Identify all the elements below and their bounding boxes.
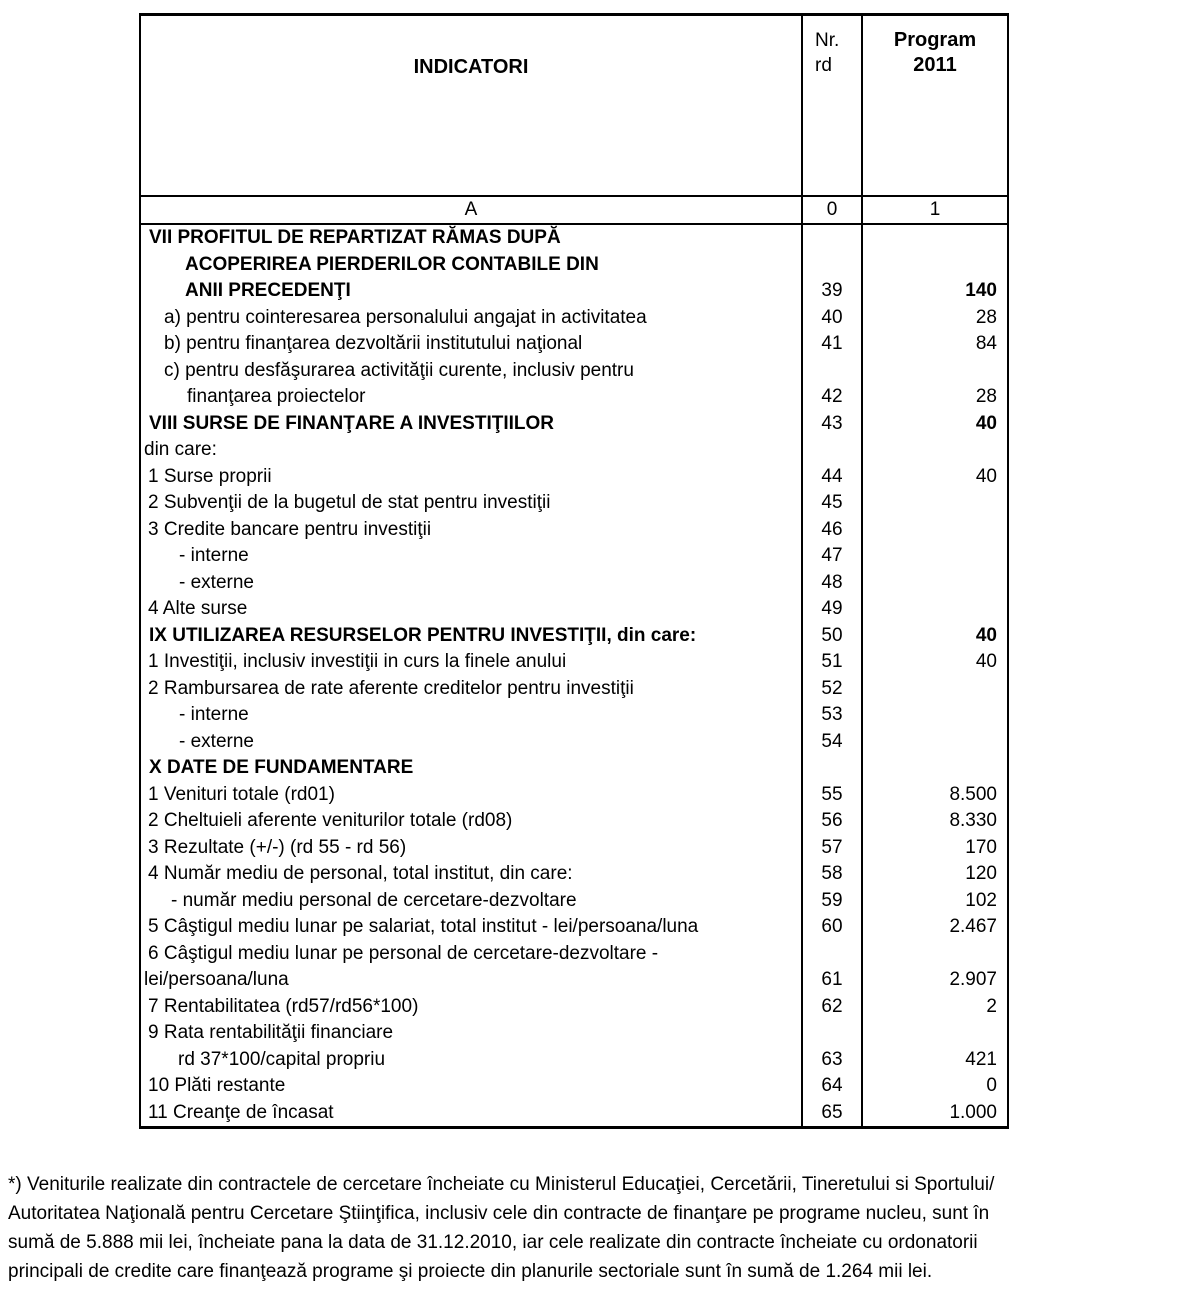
table-row [140,941,1008,968]
header-program-line2: 2011 [913,54,957,76]
table-row [140,755,1008,782]
row-nr: 61 [802,967,862,994]
table-row [140,623,1008,650]
row-value [862,490,1008,517]
row-label: lei/persoana/luna [140,967,802,994]
row-nr: 47 [802,543,862,570]
row-label: 1 Investiţii, inclusiv investiţii in curs la finele anului [140,649,802,676]
row-label: ACOPERIREA PIERDERILOR CONTABILE DIN [140,252,802,279]
header-program-2011 [862,15,1008,197]
row-value [862,252,1008,279]
row-nr: 41 [802,331,862,358]
footnote-line: Autoritatea Naţională pentru Cercetare Ştiinţifica, inclusiv cele din contracte de finanţare pe programe nucleu, sunt în [8,1203,990,1224]
row-nr: 54 [802,729,862,756]
table-row [140,782,1008,809]
row-value: 102 [862,888,1008,915]
row-nr [802,1020,862,1047]
row-value [862,224,1008,252]
row-label: 11 Creanţe de încasat [140,1100,802,1128]
row-value [862,1020,1008,1047]
row-nr: 58 [802,861,862,888]
row-nr: 52 [802,676,862,703]
row-label: 7 Rentabilitatea (rd57/rd56*100) [140,994,802,1021]
footnote-line: *) Veniturile realizate din contractele de cercetare încheiate cu Ministerul Educaţiei, Cercetării, Tineretului si Sportului/ [8,1174,995,1195]
row-value [862,729,1008,756]
row-value [862,702,1008,729]
row-nr: 46 [802,517,862,544]
row-nr: 45 [802,490,862,517]
table-row [140,967,1008,994]
row-value: 0 [862,1073,1008,1100]
row-nr: 49 [802,596,862,623]
row-value [862,437,1008,464]
row-value: 170 [862,835,1008,862]
row-label: IX UTILIZAREA RESURSELOR PENTRU INVESTIŢII, din care: [140,623,802,650]
row-label: VIII SURSE DE FINANŢARE A INVESTIŢIILOR [140,411,802,438]
table-row [140,411,1008,438]
subheader-row [140,196,1008,224]
row-nr: 44 [802,464,862,491]
table-row [140,517,1008,544]
row-label: 1 Venituri totale (rd01) [140,782,802,809]
row-label: - număr mediu personal de cercetare-dezvoltare [140,888,802,915]
table-row [140,729,1008,756]
row-nr [802,941,862,968]
table-row [140,224,1008,252]
header-program-line1: Program [893,29,977,51]
table-row [140,808,1008,835]
row-nr: 53 [802,702,862,729]
table-row [140,543,1008,570]
row-label: 9 Rata rentabilităţii financiare [140,1020,802,1047]
header-nr-line1: Nr. [815,30,840,51]
table-row [140,649,1008,676]
row-value [862,570,1008,597]
financial-indicators-table [139,13,1009,1129]
row-value [862,755,1008,782]
footnote-line: principali de credite care finanţează programe şi proiecte din planurile sectoriale sunt în sumă de 1.264 mii lei. [8,1261,933,1282]
table-row [140,570,1008,597]
row-nr [802,252,862,279]
row-label: 6 Câştigul mediu lunar pe personal de cercetare-dezvoltare - [140,941,802,968]
row-value: 28 [862,384,1008,411]
row-label: 2 Rambursarea de rate aferente creditelor pentru investiţii [140,676,802,703]
row-value: 120 [862,861,1008,888]
row-value [862,358,1008,385]
row-nr [802,224,862,252]
header-nr-line2: rd [815,55,832,76]
row-nr: 43 [802,411,862,438]
row-label: ANII PRECEDENŢI [140,278,802,305]
row-value: 40 [862,464,1008,491]
subheader-a: A [140,196,802,224]
row-nr: 39 [802,278,862,305]
table-row [140,1020,1008,1047]
footnote-line: sumă de 5.888 mii lei, încheiate pana la data de 31.12.2010, iar cele realizate din contracte încheiate cu ordonatorii [8,1232,978,1253]
table-row [140,384,1008,411]
table-body [140,224,1008,1128]
row-nr: 56 [802,808,862,835]
row-value: 40 [862,649,1008,676]
header-row [140,15,1008,197]
row-value: 2.907 [862,967,1008,994]
row-label: 3 Credite bancare pentru investiţii [140,517,802,544]
row-value: 84 [862,331,1008,358]
row-label: rd 37*100/capital propriu [140,1047,802,1074]
row-value: 40 [862,623,1008,650]
row-label: - externe [140,570,802,597]
row-value: 1.000 [862,1100,1008,1128]
row-label: b) pentru finanţarea dezvoltării institutului naţional [140,331,802,358]
row-nr: 63 [802,1047,862,1074]
row-nr: 42 [802,384,862,411]
row-label: finanţarea proiectelor [140,384,802,411]
row-value [862,543,1008,570]
row-nr [802,755,862,782]
row-nr: 48 [802,570,862,597]
row-nr: 62 [802,994,862,1021]
table-row [140,596,1008,623]
table-row [140,305,1008,332]
row-value: 8.330 [862,808,1008,835]
row-label: 4 Număr mediu de personal, total institut, din care: [140,861,802,888]
row-nr: 55 [802,782,862,809]
table-row [140,676,1008,703]
table-row [140,358,1008,385]
table-row [140,464,1008,491]
row-nr [802,437,862,464]
row-value [862,941,1008,968]
row-label: a) pentru cointeresarea personalului angajat in activitatea [140,305,802,332]
table-row [140,914,1008,941]
table-row [140,994,1008,1021]
row-label: 2 Subvenţii de la bugetul de stat pentru investiţii [140,490,802,517]
row-label: - externe [140,729,802,756]
table-row [140,835,1008,862]
row-label: 2 Cheltuieli aferente veniturilor totale (rd08) [140,808,802,835]
row-nr: 40 [802,305,862,332]
row-nr [802,358,862,385]
row-value: 28 [862,305,1008,332]
row-label: - interne [140,543,802,570]
row-nr: 51 [802,649,862,676]
row-nr: 50 [802,623,862,650]
row-label: X DATE DE FUNDAMENTARE [140,755,802,782]
row-value [862,676,1008,703]
table-header [140,15,1008,225]
row-label: 10 Plăti restante [140,1073,802,1100]
row-value: 40 [862,411,1008,438]
header-nr-rd [802,15,862,197]
subheader-0: 0 [802,196,862,224]
row-nr: 60 [802,914,862,941]
table-row [140,490,1008,517]
row-nr: 57 [802,835,862,862]
row-label: 4 Alte surse [140,596,802,623]
row-label: VII PROFITUL DE REPARTIZAT RĂMAS DUPĂ [140,224,802,252]
row-nr: 59 [802,888,862,915]
row-value: 421 [862,1047,1008,1074]
row-value: 8.500 [862,782,1008,809]
table-row [140,861,1008,888]
table-row [140,278,1008,305]
row-label: - interne [140,702,802,729]
footnote [8,1170,1178,1286]
row-value: 2.467 [862,914,1008,941]
table-row [140,252,1008,279]
table-row [140,702,1008,729]
table-row [140,888,1008,915]
row-value: 2 [862,994,1008,1021]
row-label: 1 Surse proprii [140,464,802,491]
row-value [862,517,1008,544]
row-label: 3 Rezultate (+/-) (rd 55 - rd 56) [140,835,802,862]
row-value: 140 [862,278,1008,305]
row-value [862,596,1008,623]
table-row [140,437,1008,464]
header-indicators: INDICATORI [140,15,802,197]
subheader-1: 1 [862,196,1008,224]
row-nr: 65 [802,1100,862,1128]
table-row [140,1047,1008,1074]
row-label: din care: [140,437,802,464]
row-label: c) pentru desfăşurarea activităţii curente, inclusiv pentru [140,358,802,385]
row-nr: 64 [802,1073,862,1100]
table-row [140,1073,1008,1100]
table-row [140,1100,1008,1128]
row-label: 5 Câştigul mediu lunar pe salariat, total institut - lei/persoana/luna [140,914,802,941]
table-row [140,331,1008,358]
